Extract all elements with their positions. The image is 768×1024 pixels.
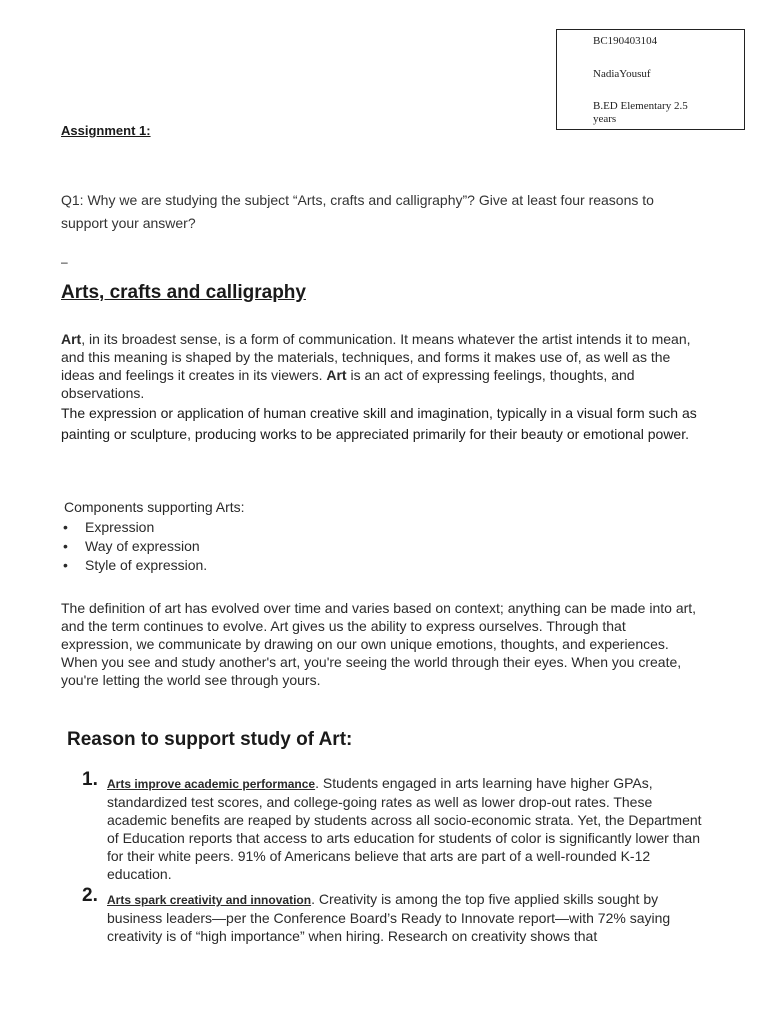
list-item: • Style of expression. <box>63 557 208 573</box>
reasons-list <box>82 769 702 952</box>
student-name: NadiaYousuf <box>593 68 651 80</box>
reason-heading: Reason to support study of Art: <box>67 729 353 750</box>
bullet-icon: • <box>63 519 68 535</box>
reason-lead: Arts improve academic performance <box>107 777 316 791</box>
reason-text: . Students engaged in arts learning have higher GPAs, standardized test scores, and college-going rates as well as lower drop-out rates. These academic benefits are reaped by students across all socio-economic strata. Yet, the Department of Education reports that access to arts education for students of color is significantly lower than for their white peers. 91% of Americans believe that arts are part of a well-rounded K-12 education. <box>107 775 702 882</box>
list-item: • Expression <box>63 519 155 535</box>
main-heading: Arts, crafts and calligraphy <box>61 282 306 303</box>
assignment-title: Assignment 1: <box>61 123 151 138</box>
student-info-box <box>556 29 745 130</box>
components-list <box>61 518 207 575</box>
bullet-icon: • <box>63 538 68 554</box>
bullet-icon: • <box>63 557 68 573</box>
bold-term: Art <box>326 367 347 383</box>
para-text: is an act of expressing feelings, thoughts, and observations. <box>61 367 635 401</box>
art-expression-paragraph: The expression or application of human creative skill and imagination, typically in a visual form such as painting or sculpture, producing works to be appreciated primarily for their beauty or emotional power. <box>61 405 697 442</box>
reason-number: 2. <box>82 885 98 906</box>
reason-lead: Arts spark creativity and innovation <box>107 893 312 907</box>
art-definition-paragraph <box>61 330 701 402</box>
art-evolution-paragraph: The definition of art has evolved over time and varies based on context; anything can be made into art, and the term continues to evolve. Art gives us the ability to express ourselves. Through that expression, we communicate by drawing on our own unique emotions, thoughts, and experiences. When you see and study another's art, you're seeing the world through their eyes. When you create, you're letting the world see through yours. <box>61 600 697 688</box>
student-id: BC190403104 <box>593 35 658 47</box>
student-program: B.ED Elementary 2.5 years <box>593 100 688 125</box>
list-item: • Way of expression <box>63 538 200 554</box>
bold-term: Art <box>61 331 82 347</box>
reason-item <box>82 885 702 945</box>
reason-item <box>82 769 702 883</box>
para-text: , in its broadest sense, is a form of communication. It means whatever the artist intends it to mean, and this meaning is shaped by the materials, techniques, and forms it makes use of, as well as the ideas and feelings it creates in its viewers. <box>61 331 691 383</box>
components-title: Components supporting Arts: <box>64 499 245 515</box>
question-text: Q1: Why we are studying the subject “Arts, crafts and calligraphy”? Give at least four reasons to support your answer? <box>61 192 654 231</box>
reason-text: . Creativity is among the top five applied skills sought by business leaders—per the Conference Board’s Ready to Innovate report—with 72% saying creativity is of “high importance” when hiring. Research on creativity shows that <box>107 891 671 944</box>
reason-number: 1. <box>82 769 98 790</box>
dash-marker: – <box>61 255 68 269</box>
